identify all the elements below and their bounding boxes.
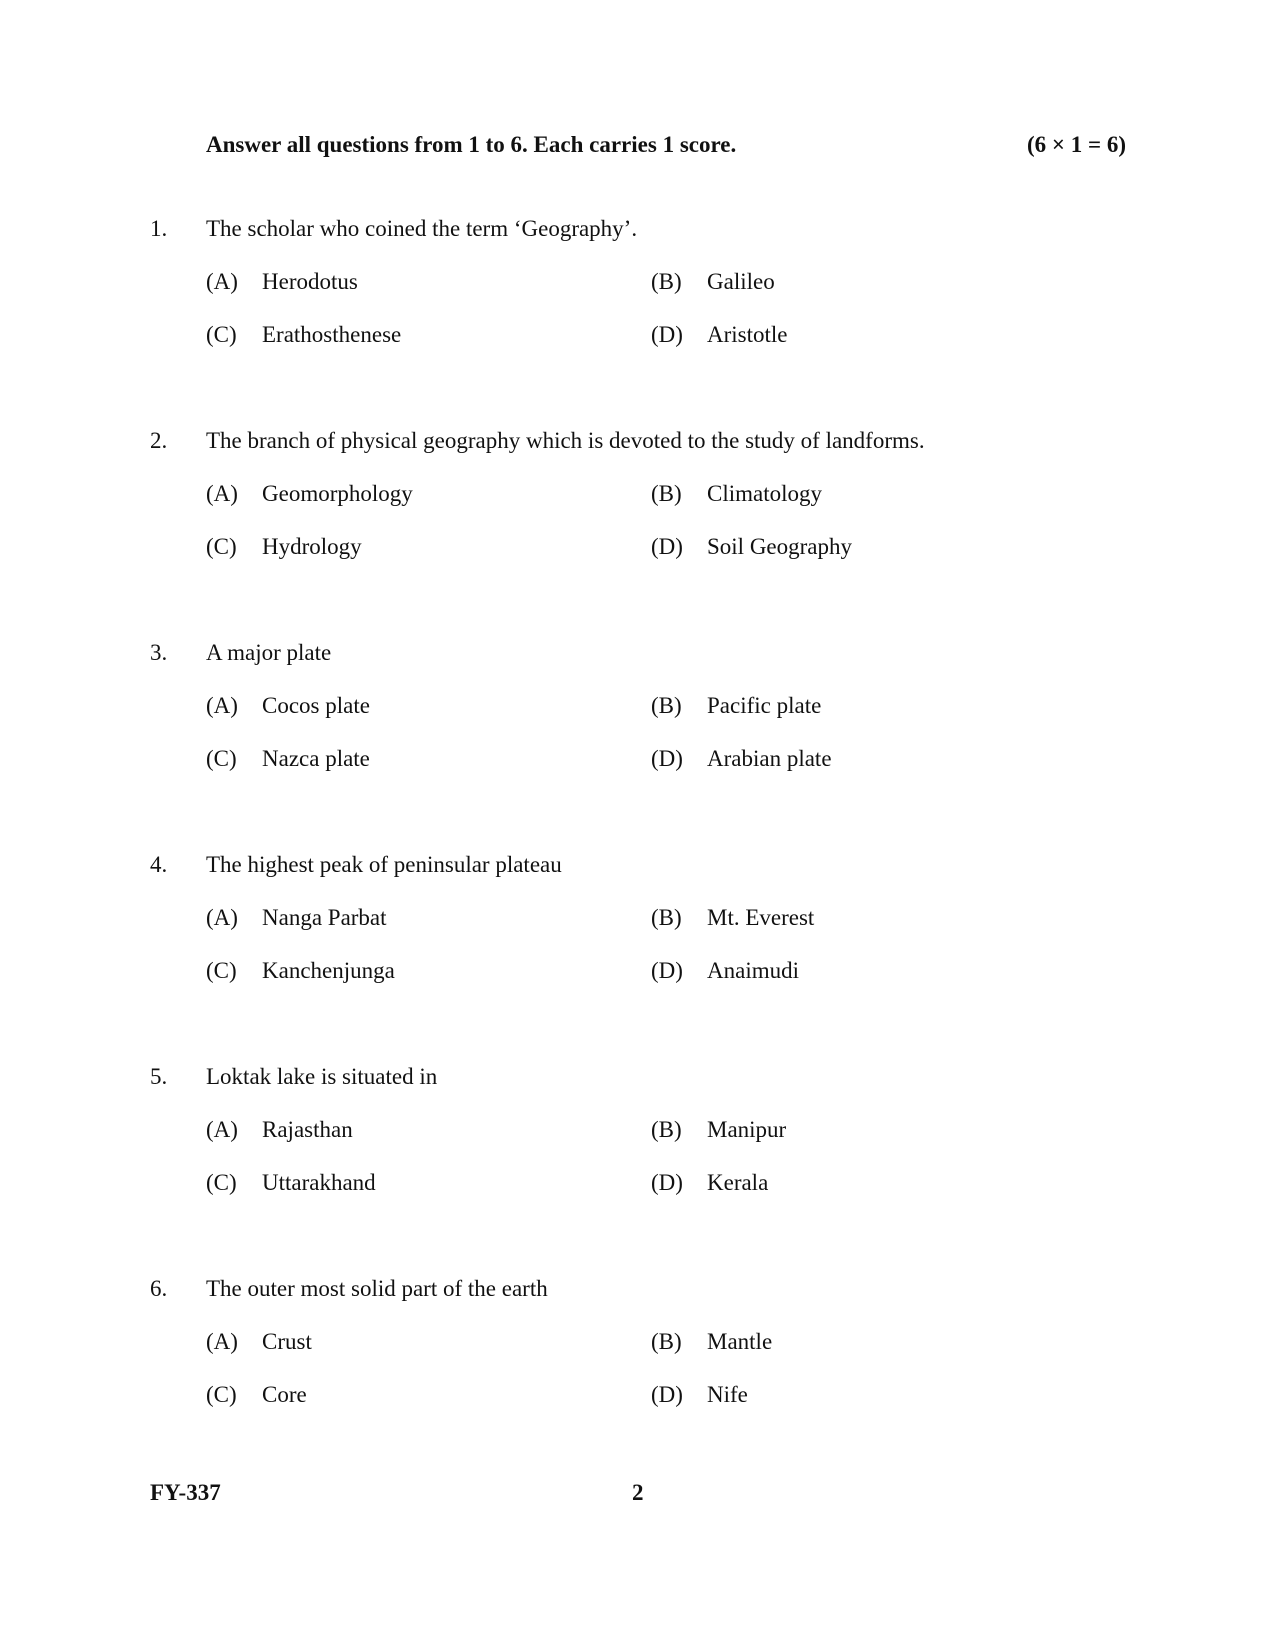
option-letter: (A) xyxy=(206,269,238,294)
option-value: Cocos plate xyxy=(262,693,370,718)
question-text: The highest peak of peninsular plateau xyxy=(206,852,562,877)
option-letter: (D) xyxy=(651,746,683,771)
option-letter: (D) xyxy=(651,958,683,983)
question-number: 3. xyxy=(150,640,168,665)
option-value: Erathosthenese xyxy=(262,322,402,347)
option-value: Herodotus xyxy=(262,269,358,294)
option-value: Rajasthan xyxy=(262,1117,353,1142)
option-value: Kanchenjunga xyxy=(262,958,395,983)
option-value: Climatology xyxy=(707,481,822,506)
option-letter: (C) xyxy=(206,958,237,983)
option-value: Galileo xyxy=(707,269,775,294)
option-value: Uttarakhand xyxy=(262,1170,376,1195)
question-text: Loktak lake is situated in xyxy=(206,1064,438,1089)
option-letter: (C) xyxy=(206,322,237,347)
question-text: The scholar who coined the term ‘Geography’. xyxy=(206,216,638,241)
option-value: Kerala xyxy=(707,1170,769,1195)
option-letter: (A) xyxy=(206,1329,238,1354)
option-value: Nife xyxy=(707,1382,748,1407)
question-5 xyxy=(150,1064,1150,1234)
question-3 xyxy=(150,640,1150,810)
option-value: Mantle xyxy=(707,1329,773,1354)
question-number: 5. xyxy=(150,1064,168,1089)
option-letter: (A) xyxy=(206,1117,238,1142)
option-letter: (D) xyxy=(651,1170,683,1195)
option-letter: (D) xyxy=(651,534,683,559)
option-letter: (B) xyxy=(651,693,682,718)
question-2 xyxy=(150,428,1150,598)
option-letter: (D) xyxy=(651,322,683,347)
option-value: Geomorphology xyxy=(262,481,413,506)
option-value: Mt. Everest xyxy=(707,905,815,930)
option-value: Arabian plate xyxy=(707,746,832,771)
option-value: Soil Geography xyxy=(707,534,853,559)
option-letter: (A) xyxy=(206,693,238,718)
question-number: 4. xyxy=(150,852,168,877)
instruction-score: (6 × 1 = 6) xyxy=(1026,132,1126,157)
option-value: Manipur xyxy=(707,1117,787,1142)
question-number: 1. xyxy=(150,216,168,241)
option-value: Nazca plate xyxy=(262,746,370,771)
question-number: 6. xyxy=(150,1276,168,1301)
question-4 xyxy=(150,852,1150,1022)
option-letter: (C) xyxy=(206,1382,237,1407)
option-value: Anaimudi xyxy=(707,958,799,983)
question-text: The outer most solid part of the earth xyxy=(206,1276,548,1301)
option-value: Nanga Parbat xyxy=(262,905,387,930)
option-value: Aristotle xyxy=(707,322,788,347)
option-value: Pacific plate xyxy=(707,693,822,718)
option-letter: (B) xyxy=(651,1117,682,1142)
option-letter: (A) xyxy=(206,481,238,506)
option-letter: (B) xyxy=(651,481,682,506)
question-6 xyxy=(150,1276,1150,1446)
option-letter: (C) xyxy=(206,534,237,559)
question-1 xyxy=(150,216,1150,386)
question-text: A major plate xyxy=(206,640,332,665)
option-letter: (B) xyxy=(651,905,682,930)
option-letter: (D) xyxy=(651,1382,683,1407)
option-value: Hydrology xyxy=(262,534,362,559)
option-letter: (C) xyxy=(206,1170,237,1195)
question-text: The branch of physical geography which is devoted to the study of landforms. xyxy=(206,428,925,453)
page-number: 2 xyxy=(632,1480,644,1505)
option-letter: (C) xyxy=(206,746,237,771)
option-value: Crust xyxy=(262,1329,312,1354)
question-number: 2. xyxy=(150,428,168,453)
paper-code: FY-337 xyxy=(150,1480,221,1505)
option-letter: (B) xyxy=(651,1329,682,1354)
page-footer xyxy=(150,1480,1150,1512)
instruction-text: Answer all questions from 1 to 6. Each carries 1 score. xyxy=(206,132,737,157)
option-value: Core xyxy=(262,1382,307,1407)
instruction-line xyxy=(206,132,1126,164)
option-letter: (B) xyxy=(651,269,682,294)
option-letter: (A) xyxy=(206,905,238,930)
